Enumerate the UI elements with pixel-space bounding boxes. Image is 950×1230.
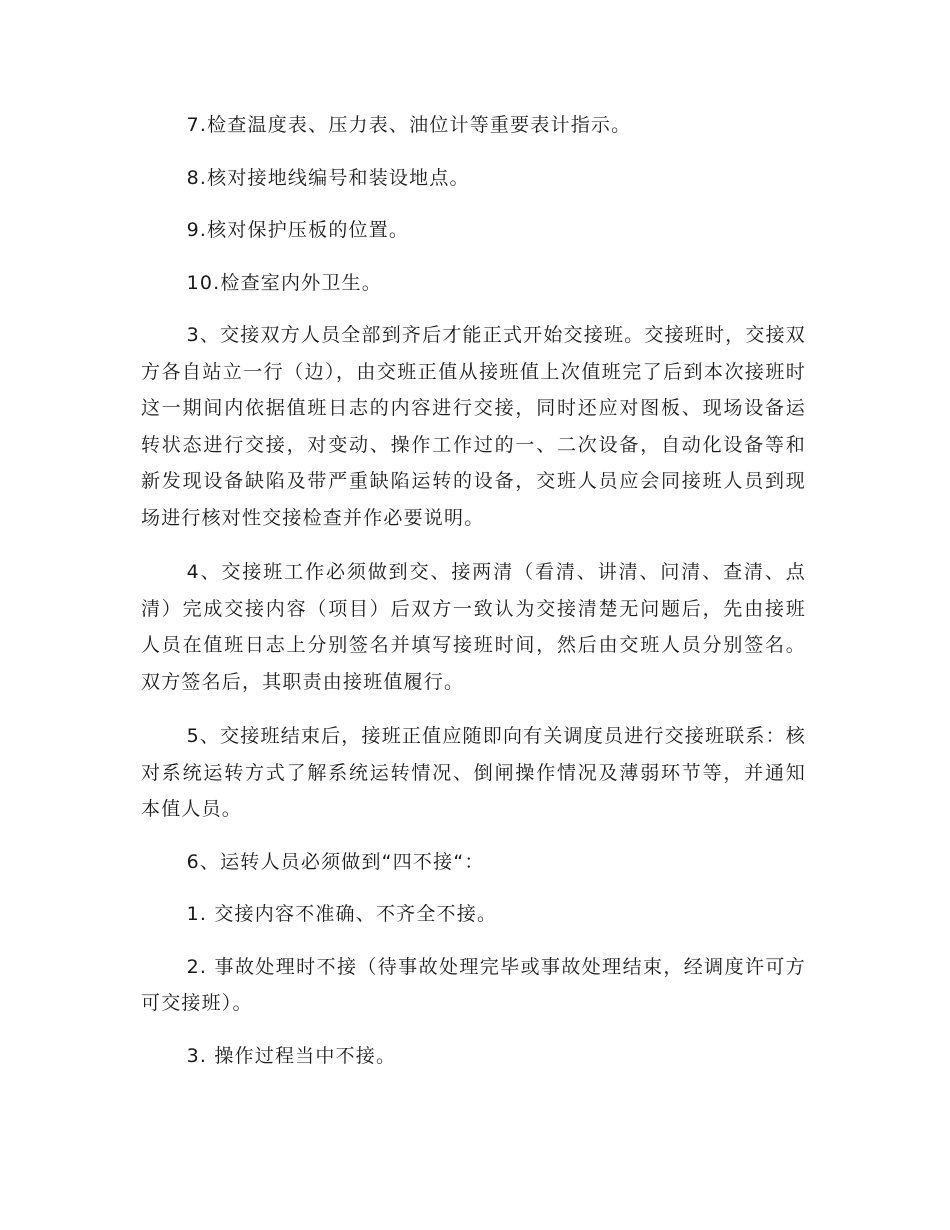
paragraph-item-9: 9.核对保护压板的位置。 xyxy=(186,219,410,241)
paragraph-section-3: 3、交接双方人员全部到齐后才能正式开始交接班。交接班时，交接双方各自站立一行（边），由交班正值从接班值上次值班完了后到本次接班时这一期间内依据值班日志的内容进行交接，同时还应对图板、现场设备运转状态进行交接，对变动、操作工作过的一、二次设备，自动化设备等和新发现设备缺陷及带严重缺陷运转的设备，交班人员应会同接班人员到现场进行核对性交接检查并作必要说明。 xyxy=(141,324,806,529)
document-page xyxy=(141,107,806,1074)
paragraph-item-10: 10.检查室内外卫生。 xyxy=(186,271,383,294)
paragraph-section-5: 5、交接班结束后，接班正值应随即向有关调度员进行交接班联系：核对系统运转方式了解系统运转情况、倒闸操作情况及薄弱环节等，并通知本值人员。 xyxy=(141,725,806,820)
paragraph-rule-3: 3. 操作过程当中不接。 xyxy=(186,1044,397,1067)
paragraph-item-8: 8.核对接地线编号和装设地点。 xyxy=(186,166,470,189)
paragraph-section-4: 4、交接班工作必须做到交、接两清（看清、讲清、问清、查清、点清）完成交接内容（项目）后双方一致认为交接清楚无问题后，先由接班人员在值班日志上分别签名并填写接班时间，然后由交班人员分别签名。双方签名后，其职责由接班值履行。 xyxy=(141,561,806,693)
paragraph-rule-2: 2. 事故处理时不接（待事故处理完毕或事故处理结束，经调度许可方可交接班）。 xyxy=(141,955,806,1014)
paragraph-rule-1: 1. 交接内容不准确、不齐全不接。 xyxy=(186,903,498,925)
paragraph-section-6: 6、运转人员必须做到“四不接“： xyxy=(186,850,485,873)
paragraph-item-7: 7.检查温度表、压力表、油位计等重要表计指示。 xyxy=(186,114,632,136)
